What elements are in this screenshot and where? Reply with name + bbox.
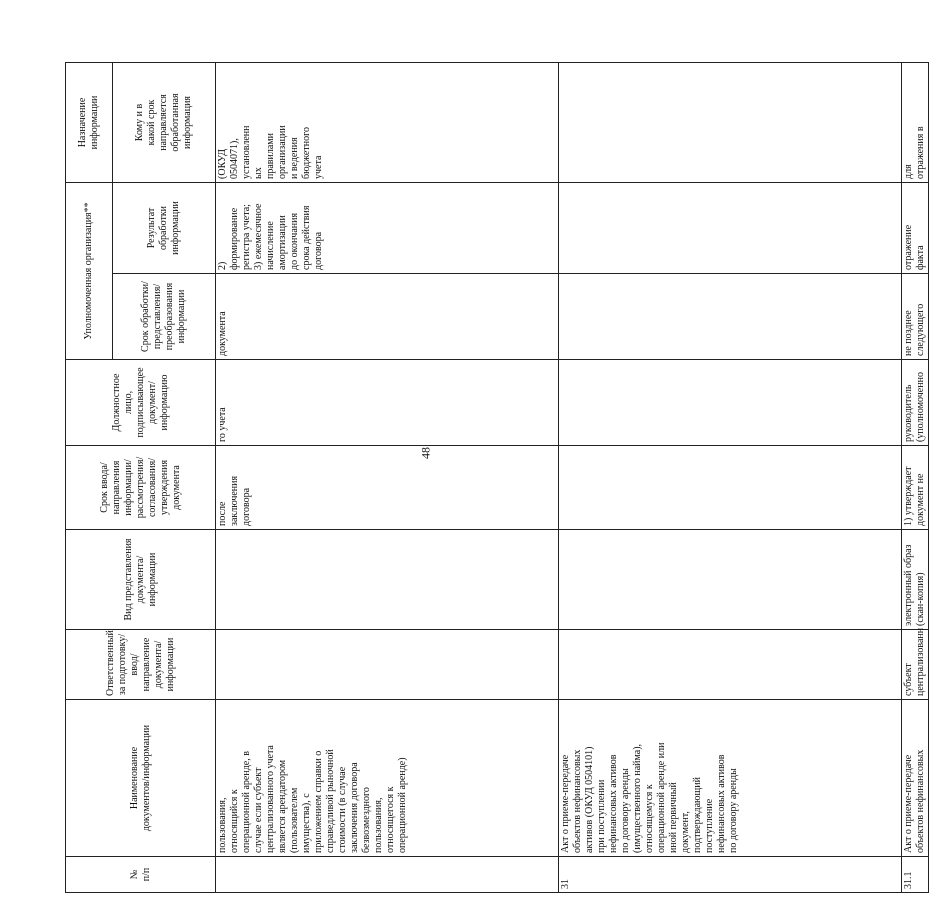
cell-name: пользования, относящийся к операционной аренде, в случае если субъект централизованного учета является арендатором (пользователем имущества), с приложением справки о справедливой рыночной стоимости (в случае заключения договора безвозмездного пользования, относящегося к операционной аренде) xyxy=(216,700,559,857)
header-num: № п/п xyxy=(66,857,216,893)
table-row xyxy=(902,62,929,892)
table-row xyxy=(559,62,902,892)
header-deadline: Срок ввода/ направления информации/ рассмотрения/ согласования/ утверждения документа xyxy=(66,446,216,530)
header-row xyxy=(66,62,113,892)
cell-auth-result: 2) формирование регистра учета; 3) ежемесячное начисление амортизации до окончания срока действия договора xyxy=(216,182,559,273)
cell-purpose: для отражения в xyxy=(902,62,929,182)
header-authorized-org: Уполномоченная организация** xyxy=(66,182,113,359)
cell-responsible: субъект централизованн xyxy=(902,630,929,700)
cell-auth-result: отражение факта xyxy=(902,182,929,273)
table-row xyxy=(216,62,559,892)
header-purpose-who: Кому и в какой срок направляется обработанная информация xyxy=(113,62,216,182)
header-purpose: Назначение информации xyxy=(66,62,113,182)
header-signer: Должностное лицо, подписывающее документ/ информацию xyxy=(66,360,216,446)
header-auth-deadline: Срок обработки/ представления/ преобразования информации xyxy=(113,274,216,360)
header-name: Наименование документов/информации xyxy=(66,700,216,857)
cell-num xyxy=(216,857,559,893)
cell-auth-result xyxy=(559,182,902,273)
cell-form: электронный образ (скан-копия) xyxy=(902,530,929,630)
cell-purpose: (ОКУД 0504071), установленн ых правилами организации и ведения бюджетного учета xyxy=(216,62,559,182)
cell-deadline: 1) утверждает документ не xyxy=(902,446,929,530)
cell-name: Акт о приеме-передаче объектов нефинансовых активов (ОКУД 0504101) при поступлении нефинансовых активов по договору аренды (имущественного найма), относящемуся к операционной аренде или иной первичный документ, подтверждающий поступление нефинансовых активов по договору аренды xyxy=(559,700,902,857)
header-auth-result: Результат обработки информации xyxy=(113,182,216,273)
cell-num: 31 xyxy=(559,857,902,893)
cell-signer: руководитель (уполномоченно xyxy=(902,360,929,446)
cell-auth-deadline xyxy=(559,274,902,360)
cell-auth-deadline: не позднее следующего xyxy=(902,274,929,360)
cell-deadline: после заключения договора xyxy=(216,446,559,530)
cell-purpose xyxy=(559,62,902,182)
header-form: Вид представления документа/ информации xyxy=(66,530,216,630)
cell-form xyxy=(216,530,559,630)
cell-responsible xyxy=(559,630,902,700)
cell-num: 31.1 xyxy=(902,857,929,893)
cell-signer: го учета xyxy=(216,360,559,446)
cell-auth-deadline: документа xyxy=(216,274,559,360)
rotated-table-container xyxy=(65,63,926,893)
cell-deadline xyxy=(559,446,902,530)
cell-signer xyxy=(559,360,902,446)
cell-name: Акт о приеме-передаче объектов нефинансовых xyxy=(902,700,929,857)
cell-form xyxy=(559,530,902,630)
document-table xyxy=(65,62,929,893)
header-responsible: Ответственный за подготовку/ ввод/ направление документа/ информации xyxy=(66,630,216,700)
page-number: 48 xyxy=(418,447,433,459)
cell-responsible xyxy=(216,630,559,700)
